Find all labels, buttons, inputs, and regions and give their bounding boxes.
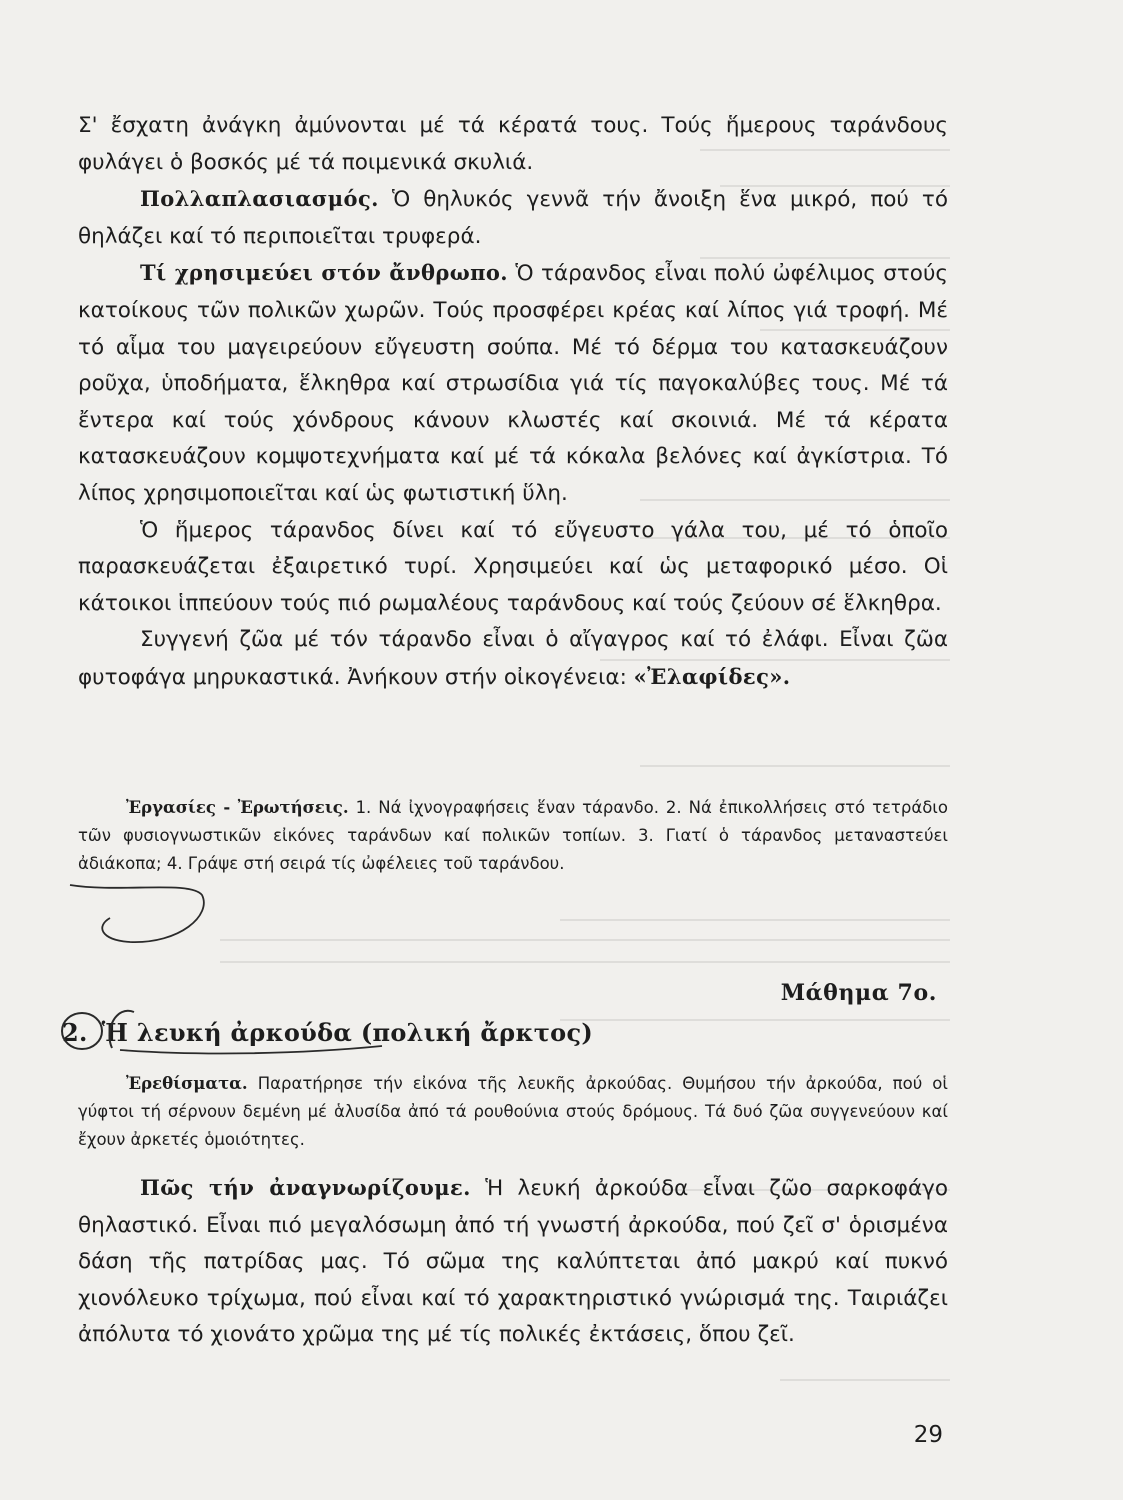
relatives-text: Συγγενή ζῶα μέ τόν τάρανδο εἶναι ὁ αἴγαγρος καί τό ἐλάφι. Εἶναι ζῶα φυτοφάγα μηρυκαστικά. Ἀνήκουν στήν οἰκογένεια: [78,627,948,690]
family-name: «Ἐλαφίδες». [633,663,791,689]
underline-loop-mark [70,885,204,942]
stimuli-block [78,1070,948,1154]
heading-multiplication: Πολλαπλασιασμός. [140,186,379,212]
heading-stimuli: Ἐρεθίσματα. [126,1074,248,1093]
multiplication-text: Ὁ θηλυκός γεννᾶ τήν ἄνοιξη ἕνα μικρό, πού τό θηλάζει καί τό περιποιεῖται τρυφερά. [78,187,949,249]
lesson-label: Μάθημα 7ο. [780,980,937,1006]
heading-exercises: Ἐργασίες - Ἐρωτήσεις. [126,798,349,817]
paragraph-relatives [78,622,948,696]
heading-recognition: Πῶς τήν ἀναγνωρίζουμε. [140,1175,471,1200]
reindeer-text [78,108,948,697]
stimuli-text: Παρατήρησε τήν εἰκόνα τῆς λευκῆς ἀρκούδας. Θυμήσου τήν ἀρκούδα, πού οἱ γύφτοι τή σέρνουν δεμένη μέ ἁλυσίδα ἀπό τά ρουθούνια στούς δρόμους. Τά δυό ζῶα συγγενεύουν καί ἔχουν ἀρκετές ὁμοιότητες. [78,1074,948,1149]
section-number: 2. [62,1018,88,1047]
recognition-block [78,1170,948,1354]
paragraph-exercises [78,794,948,878]
section-title [62,1018,593,1047]
paragraph-uses [78,255,948,512]
paragraph-recognition [78,1170,948,1354]
paragraph-milk: Ὁ ἥμερος τάρανδος δίνει καί τό εὔγευστο γάλα του, μέ τό ὁποῖο παρασκευάζεται ἐξαιρετικό τυρί. Χρησιμεύει καί ὡς μεταφορικό μέσο. Οἱ κάτοικοι ἱππεύουν τούς πιό ρωμαλέους ταράνδους καί τούς ζεύουν σέ ἕλκηθρα. [78,517,948,616]
recognition-text: Ἡ λευκή ἀρκούδα εἶναι ζῶο σαρκοφάγο θηλαστικό. Εἶναι πιό μεγαλόσωμη ἀπό τή γνωστή ἀρκούδα, πού ζεῖ σ' ὁρισμένα δάση τῆς πατρίδας μας. Τό σῶμα της καλύπτεται ἀπό μακρύ καί πυκνό χιονόλευκο τρίχωμα, πού εἶναι καί τό χαρακτηριστικό γνώρισμά της. Ταιριάζει ἀπόλυτα τό χιονάτο χρῶμα της μέ τίς πολικές ἐκτάσεις, ὅπου ζεῖ. [78,1176,948,1348]
heading-uses: Τί χρησιμεύει στόν ἄνθρωπο. [140,260,509,286]
paragraph-multiplication [78,181,948,255]
exercises-block [78,794,948,878]
exercises-text: 1. Νά ἰχνογραφήσεις ἕναν τάρανδο. 2. Νά ἐπικολλήσεις στό τετράδιο τῶν φυσιογνωστικῶν εἰκόνες ταράνδων καί πολικῶν τοπίων. 3. Γιατί ὁ τάρανδος μεταναστεύει ἀδιάκοπα; 4. Γράψε στή σειρά τίς ὠφέλειες τοῦ ταράνδου. [78,798,948,873]
uses-text: Ὁ τάρανδος εἶναι πολύ ὠφέλιμος στούς κατοίκους τῶν πολικῶν χωρῶν. Τούς προσφέρει κρέας καί λίπος γιά τροφή. Μέ τό αἷμα του μαγειρεύουν εὔγευστη σούπα. Μέ τό δέρμα του κατασκευάζουν ροῦχα, ὑποδήματα, ἕλκηθρα καί στρωσίδια γιά τίς παγοκαλύβες τους. Μέ τά ἔντερα καί τούς χόνδρους κάνουν κλωστές καί σκοινιά. Μέ τά κέρατα κατασκευάζουν κομψοτεχνήματα καί μέ τά κόκαλα βελόνες καί ἀγκίστρια. Τό λίπος χρησιμοποιεῖται καί ὡς φωτιστική ὕλη. [78,261,948,506]
title-underline-mark [120,1046,382,1053]
section-title-text: Ἡ λευκή ἀρκούδα (πολική ἄρκτος) [101,1018,594,1047]
paragraph-horns: Σ' ἔσχατη ἀνάγκη ἀμύνονται μέ τά κέρατά τους. Τούς ἥμερους ταράνδους φυλάγει ὁ βοσκός μέ τά ποιμενικά σκυλιά. [78,113,948,175]
paragraph-stimuli [78,1070,948,1154]
page-number: 29 [913,1422,943,1448]
